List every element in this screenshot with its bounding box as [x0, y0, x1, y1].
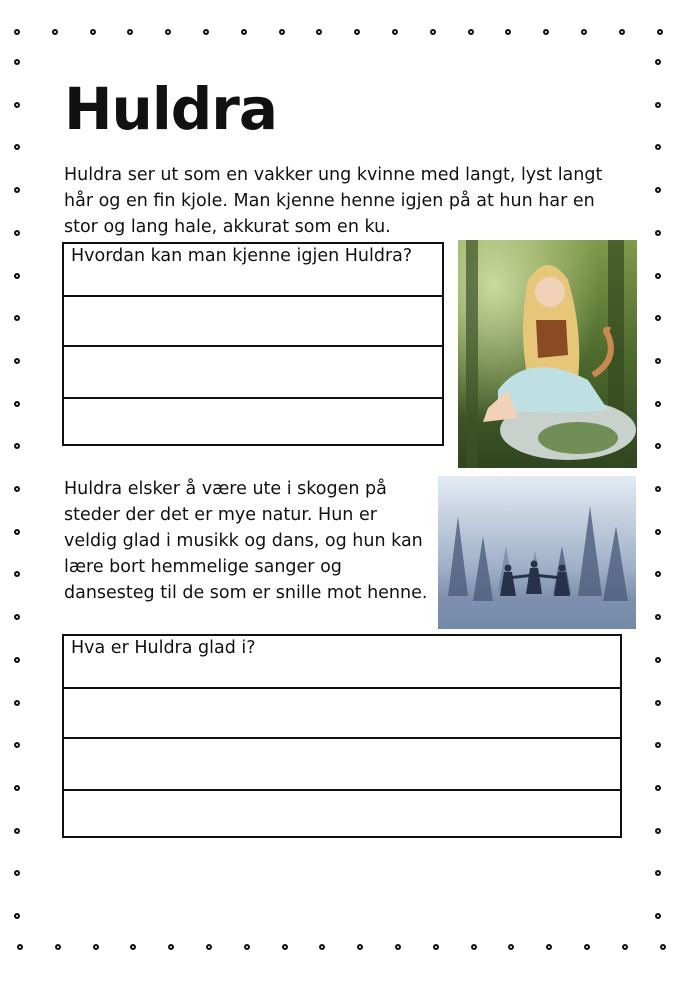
border-dot — [55, 944, 61, 950]
intro-paragraph — [64, 162, 602, 240]
border-dot — [14, 102, 20, 108]
border-dot — [655, 358, 661, 364]
border-dot — [584, 944, 590, 950]
second-paragraph — [64, 476, 427, 606]
border-dot — [655, 59, 661, 65]
border-dot — [282, 944, 288, 950]
border-dot — [655, 529, 661, 535]
intro-line: hår og en fin kjole. Man kjenne henne igjen på at hun har en — [64, 191, 595, 211]
border-dot — [655, 614, 661, 620]
border-dot — [206, 944, 212, 950]
border-dot — [14, 187, 20, 193]
border-dot — [14, 828, 20, 834]
border-dot — [655, 571, 661, 577]
border-dot — [655, 443, 661, 449]
border-dot — [655, 913, 661, 919]
second-line: veldig glad i musikk og dans, og hun kan — [64, 531, 423, 551]
intro-line: Huldra ser ut som en vakker ung kvinne med langt, lyst langt — [64, 165, 603, 185]
border-dot — [14, 529, 20, 535]
border-dot — [14, 614, 20, 620]
border-dot — [655, 700, 661, 706]
border-dot — [395, 944, 401, 950]
border-dot — [14, 870, 20, 876]
border-dot — [505, 29, 511, 35]
border-dot — [655, 187, 661, 193]
second-line: dansesteg til de som er snille mot henne. — [64, 583, 428, 603]
border-dot — [127, 29, 133, 35]
answer-line-1[interactable] — [64, 689, 620, 739]
border-dot — [468, 29, 474, 35]
border-dot — [17, 944, 23, 950]
border-dot — [14, 273, 20, 279]
border-dot — [14, 486, 20, 492]
border-dot — [655, 230, 661, 236]
border-dot — [430, 29, 436, 35]
border-dot — [655, 828, 661, 834]
border-dot — [433, 944, 439, 950]
question-row — [64, 244, 442, 297]
border-dot — [655, 144, 661, 150]
border-dot — [14, 59, 20, 65]
border-dot — [165, 29, 171, 35]
answer-line-2[interactable] — [64, 739, 620, 791]
border-dot — [241, 29, 247, 35]
border-dot — [655, 273, 661, 279]
second-line: lære bort hemmelige sanger og — [64, 557, 342, 577]
border-dot — [244, 944, 250, 950]
border-dot — [543, 29, 549, 35]
border-dot — [319, 944, 325, 950]
question-1: Hvordan kan man kjenne igjen Huldra? — [71, 246, 413, 266]
border-dot — [14, 742, 20, 748]
border-dot — [93, 944, 99, 950]
question-row — [64, 636, 620, 689]
border-dot — [168, 944, 174, 950]
border-dot — [660, 944, 666, 950]
border-dot — [655, 657, 661, 663]
border-dot — [655, 870, 661, 876]
border-dot — [357, 944, 363, 950]
border-dot — [14, 315, 20, 321]
border-dot — [581, 29, 587, 35]
border-dot — [655, 315, 661, 321]
border-dot — [279, 29, 285, 35]
second-line: steder der det er mye natur. Hun er — [64, 505, 377, 525]
border-dot — [471, 944, 477, 950]
border-dot — [657, 29, 663, 35]
answer-line-1[interactable] — [64, 297, 442, 347]
answer-box-2 — [62, 634, 622, 838]
page-title: Huldra — [64, 75, 277, 143]
border-dot — [130, 944, 136, 950]
border-dot — [655, 401, 661, 407]
border-dot — [392, 29, 398, 35]
question-2: Hva er Huldra glad i? — [71, 638, 256, 658]
border-dot — [90, 29, 96, 35]
border-dot — [14, 913, 20, 919]
border-dot — [14, 401, 20, 407]
second-line: Huldra elsker å være ute i skogen på — [64, 479, 387, 499]
border-dot — [203, 29, 209, 35]
border-dot — [546, 944, 552, 950]
border-dot — [14, 785, 20, 791]
border-dot — [14, 29, 20, 35]
intro-line: stor og lang hale, akkurat som en ku. — [64, 217, 391, 237]
answer-line-3[interactable] — [64, 399, 442, 446]
forest-dance-illustration — [438, 476, 636, 629]
border-dot — [508, 944, 514, 950]
border-dot — [14, 657, 20, 663]
border-dot — [14, 144, 20, 150]
border-dot — [655, 486, 661, 492]
border-dot — [14, 230, 20, 236]
border-dot — [14, 358, 20, 364]
border-dot — [14, 700, 20, 706]
border-dot — [316, 29, 322, 35]
border-dot — [14, 571, 20, 577]
answer-box-1 — [62, 242, 444, 446]
border-dot — [655, 785, 661, 791]
huldra-illustration — [458, 240, 637, 468]
answer-line-2[interactable] — [64, 347, 442, 399]
border-dot — [354, 29, 360, 35]
border-dot — [622, 944, 628, 950]
answer-line-3[interactable] — [64, 791, 620, 838]
border-dot — [655, 102, 661, 108]
border-dot — [52, 29, 58, 35]
border-dot — [619, 29, 625, 35]
border-dot — [14, 443, 20, 449]
border-dot — [655, 742, 661, 748]
